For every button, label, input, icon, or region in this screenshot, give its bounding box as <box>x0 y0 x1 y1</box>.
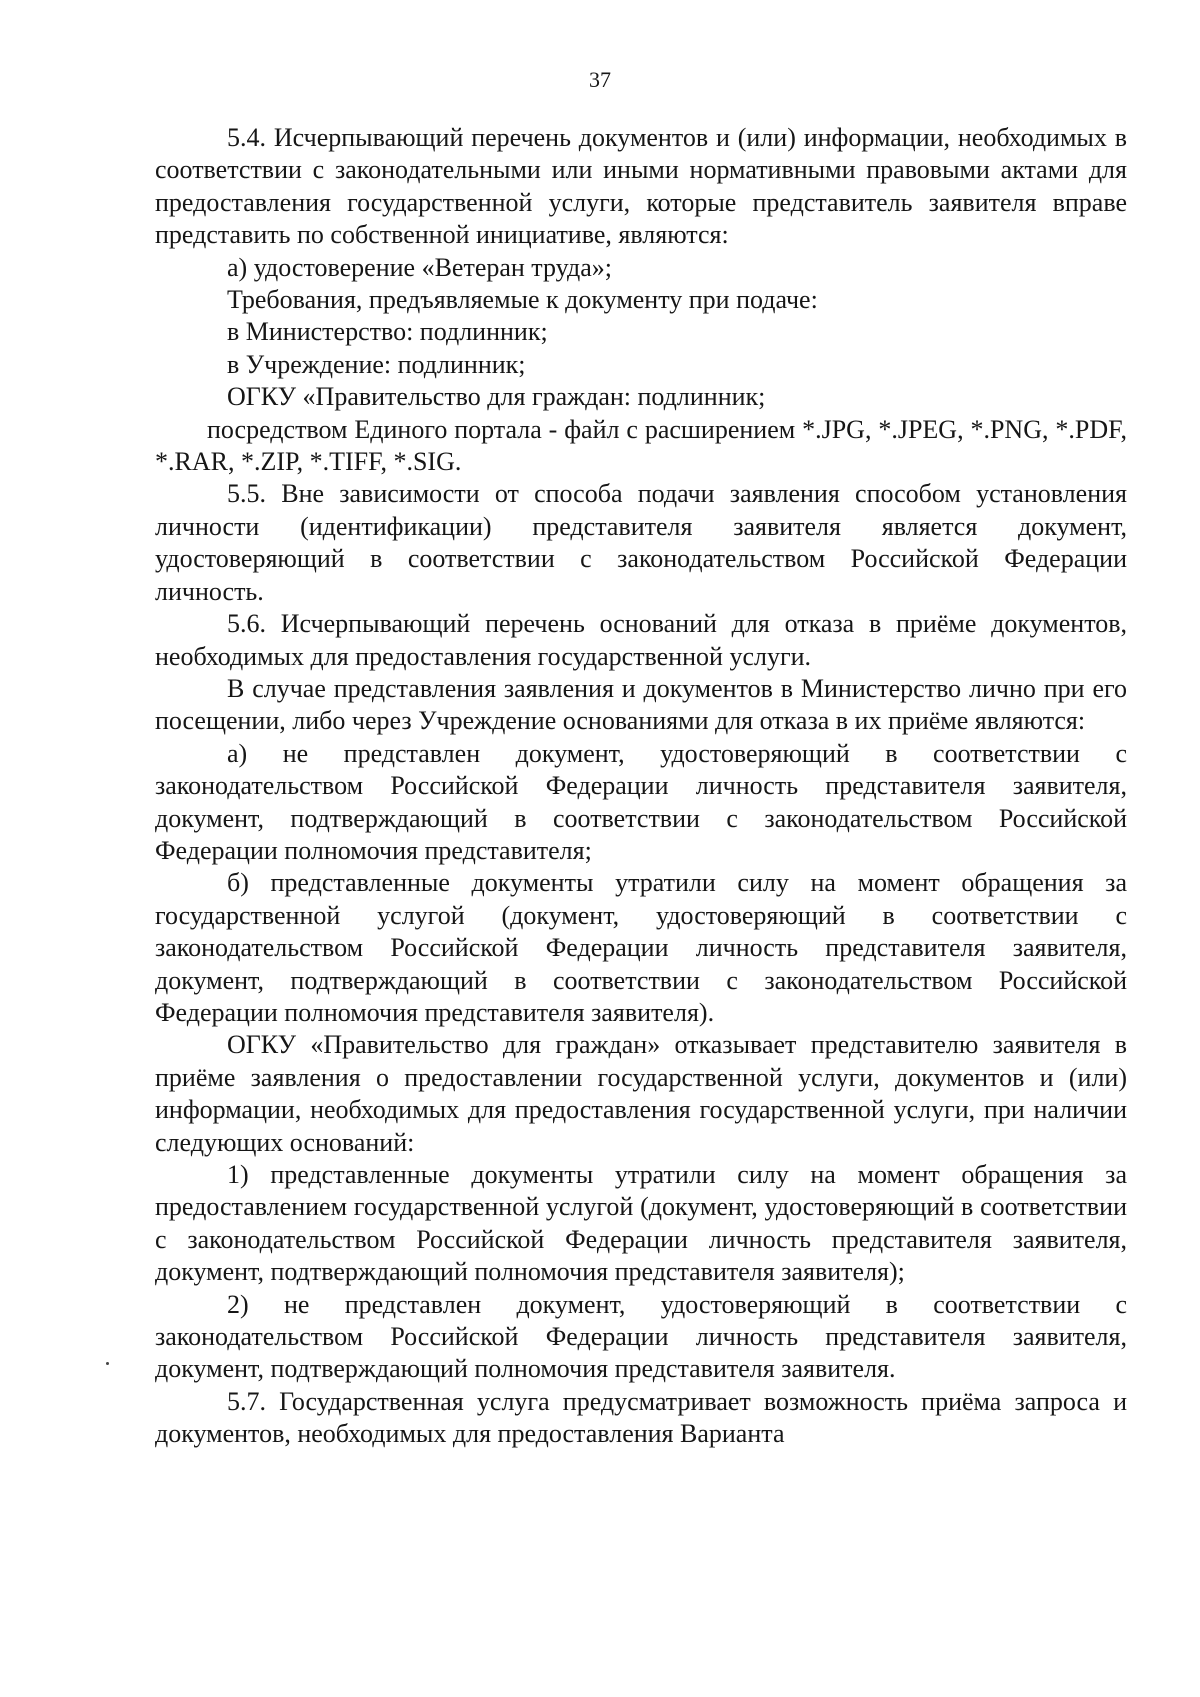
paragraph-5-6: 5.6. Исчерпывающий перечень оснований для отказа в приёме документов, необходимых для предоставления государственной услуги. <box>155 609 1127 671</box>
page-number: 37 <box>589 67 611 92</box>
refusal-grounds-intro: В случае представления заявления и документов в Министерство лично при его посещении, либо через Учреждение основаниями для отказа в их приёме являются: <box>155 673 1127 736</box>
paragraph-5-7: 5.7. Государственная услуга предусматривает возможность приёма запроса и документов, необходимых для предоставления Варианта <box>155 1386 1127 1449</box>
ogku-refusal-intro: ОГКУ «Правительство для граждан» отказывает представителю заявителя в приёме заявления о предоставлении государственной услуги, документов и (или) информации, необходимых для предоставления государственной услуги, при наличии следующих оснований: <box>155 1030 1127 1157</box>
ogku-refusal-ground-2: 2) не представлен документ, удостоверяющий в соответствии с законодательством Российской Федерации личность представителя заявителя, документ, подтверждающий полномочия представителя заявителя. <box>155 1289 1127 1384</box>
requirement-portal: посредством Единого портала - файл с расширением *.JPG, *.JPEG, *.PNG, *.PDF, *.RAR, *.ZIP, *.TIFF, *.SIG. <box>155 414 1127 477</box>
refusal-ground-a: а) не представлен документ, удостоверяющий в соответствии с законодательством Российской Федерации личность представителя заявителя, документ, подтверждающий в соответствии с законодательством Российской Федерации полномочия представителя; <box>155 738 1127 865</box>
paragraph-5-4: 5.4. Исчерпывающий перечень документов и (или) информации, необходимых в соответствии с законодательными или иными нормативными правовыми актами для предоставления государственной услуги, которые представитель заявителя вправе представить по собственной инициативе, являются: <box>155 123 1127 250</box>
refusal-ground-b: б) представленные документы утратили силу на момент обращения за государственной услугой (документ, удостоверяющий в соответствии с законодательством Российской Федерации личность представителя заявителя, документ, подтверждающий в соответствии с законодательством Российской Федерации полномочия представителя заявителя). <box>155 868 1127 1027</box>
paragraph-5-5: 5.5. Вне зависимости от способа подачи заявления способом установления личности (идентификации) представителя заявителя является документ, удостоверяющий в соответствии с законодательством Российской Федерации личность. <box>155 479 1127 606</box>
document-body <box>155 122 1127 1451</box>
scan-speck <box>106 1362 109 1365</box>
list-item-veteran-certificate: а) удостоверение «Ветеран труда»; <box>227 252 612 282</box>
requirement-institution: в Учреждение: подлинник; <box>227 349 526 379</box>
requirements-heading: Требования, предъявляемые к документу при подаче: <box>227 285 818 315</box>
requirement-ministry: в Министерство: подлинник; <box>227 317 548 347</box>
requirement-ogku: ОГКУ «Правительство для граждан: подлинник; <box>227 382 766 412</box>
ogku-refusal-ground-1: 1) представленные документы утратили силу на момент обращения за предоставлением государственной услугой (документ, удостоверяющий в соответствии с законодательством Российской Федерации личность представителя заявителя, документ, подтверждающий полномочия представителя заявителя); <box>155 1160 1127 1287</box>
